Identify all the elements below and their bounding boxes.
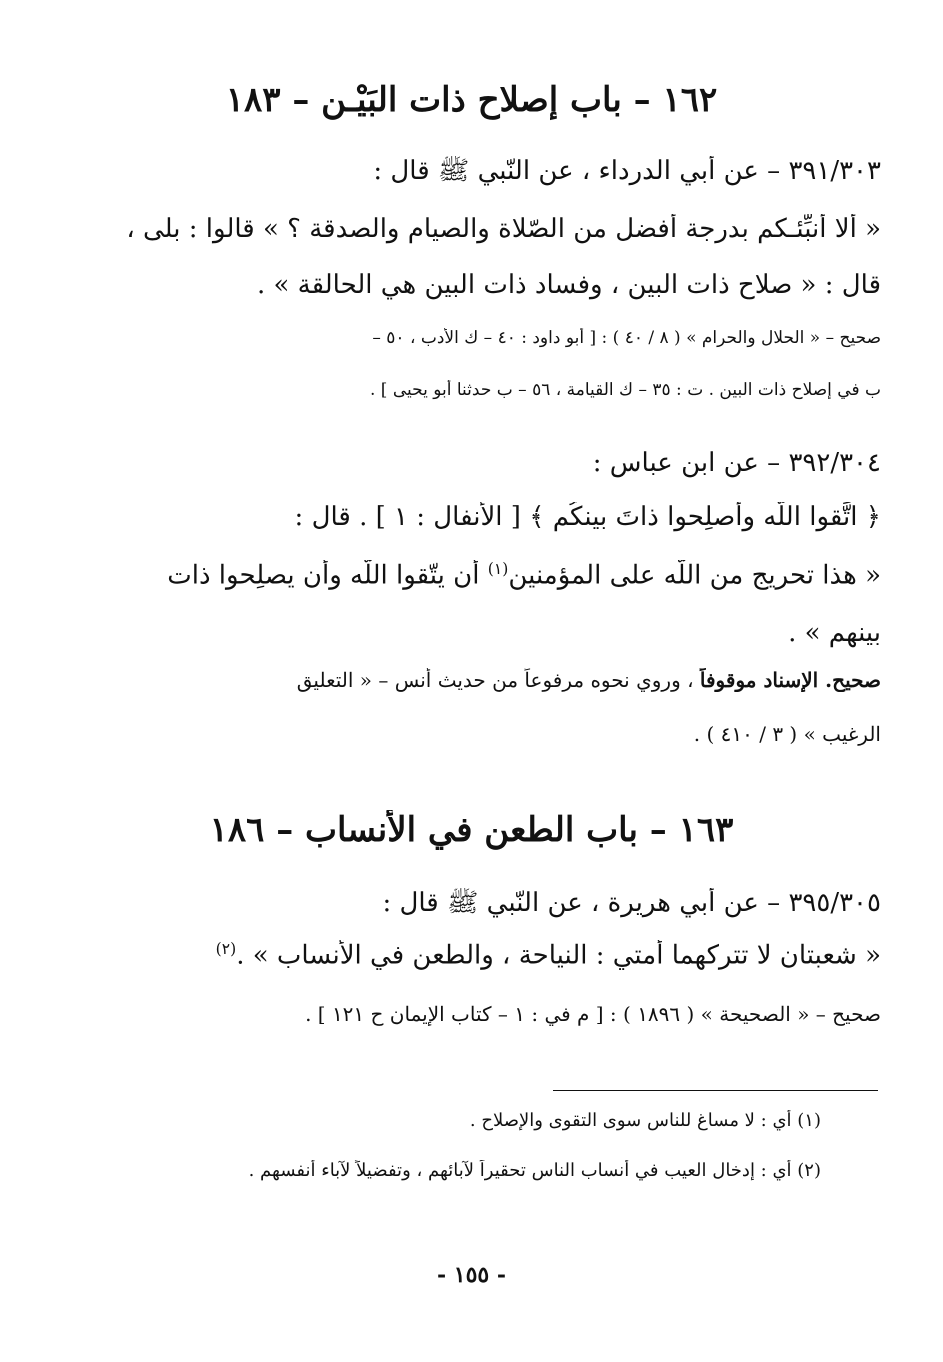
hadith-303-grading-line-1: صحيح – « الحلال والحرام » ( ٨ / ٤٠ ) : [ أبو داود : ٤٠ – ك الأدب ، ٥٠ – (372, 328, 881, 348)
footnote-ref-2: (٢) (215, 940, 237, 958)
footnote-2: (٢) أي : إدخال العيب في أنساب الناس تحقيراً لآبائهم ، وتفضيلاً لآباء أنفسهم . (248, 1160, 821, 1181)
chapter-heading-163: ١٦٣ – باب الطعن في الأنساب – ١٨٦ (209, 810, 734, 850)
grading-note: ، وروي نحوه مرفوعاً من حديث أنس – « التعليق (296, 668, 700, 692)
hadith-304-intro: ٣٩٢/٣٠٤ – عن ابن عباس : (592, 448, 881, 478)
hadith-304-text-line-1 (118, 560, 881, 592)
hadith-304-grading-line-1 (118, 668, 881, 692)
grading-mawquf: . الإسناد موقوفاً (699, 668, 833, 692)
hadith-304-text-part-2: أن يتّقوا اللّه وأن يصلِحوا ذات (167, 560, 488, 591)
footnote-separator (553, 1090, 878, 1091)
hadith-305-intro: ٣٩٥/٣٠٥ – عن أبي هريرة ، عن النّبي ﷺ قال : (382, 888, 881, 918)
hadith-303-intro: ٣٩١/٣٠٣ – عن أبي الدرداء ، عن النّبي ﷺ قال : (373, 156, 881, 186)
footnote-1: (١) أي : لا مساغ للناس سوى التقوى والإصلاح . (469, 1110, 821, 1131)
page-number: - ١٥٥ - (436, 1262, 507, 1288)
hadith-305-text (118, 940, 881, 972)
hadith-304-quran-verse: ﴿ اتَّقوا اللّه وأصلِحوا ذاتَ بينكُم ﴾ [ الأنفال : ١ ] . قال : (294, 502, 881, 532)
hadith-305-text-body: « شعبتان لا تتركهما أمتي : النياحة ، والطعن في الأنساب » . (236, 940, 881, 971)
footnote-ref-1: (١) (487, 560, 509, 578)
hadith-303-grading-line-2: ب في إصلاح ذات البين . ت : ٣٥ – ك القيامة ، ٥٦ – ب حدثنا أبو يحيى ] . (369, 380, 881, 400)
grading-sahih: صحيح (832, 668, 881, 692)
hadith-304-grading-line-2: الرغيب » ( ٣ / ٤١٠ ) . (693, 722, 881, 746)
hadith-304-text-line-2: بينهم » . (788, 618, 881, 648)
hadith-304-text-part-1: « هذا تحريج من اللّه على المؤمنين (508, 560, 881, 591)
hadith-303-text-line-2: قال : « صلاح ذات البين ، وفساد ذات البين هي الحالقة » . (256, 270, 881, 300)
hadith-303-text-line-1: « ألا أُنبِّئـكم بدرجة أفضل من الصّلاة والصيام والصدقة ؟ » قالوا : بلى ، (126, 214, 881, 244)
chapter-heading-162: ١٦٢ – باب إصلاح ذات البَيْـن – ١٨٣ (225, 80, 718, 120)
hadith-305-grading: صحيح – « الصحيحة » ( ١٨٩٦ ) : [ م في : ١ – كتاب الإيمان ح ١٢١ ] . (305, 1002, 881, 1026)
